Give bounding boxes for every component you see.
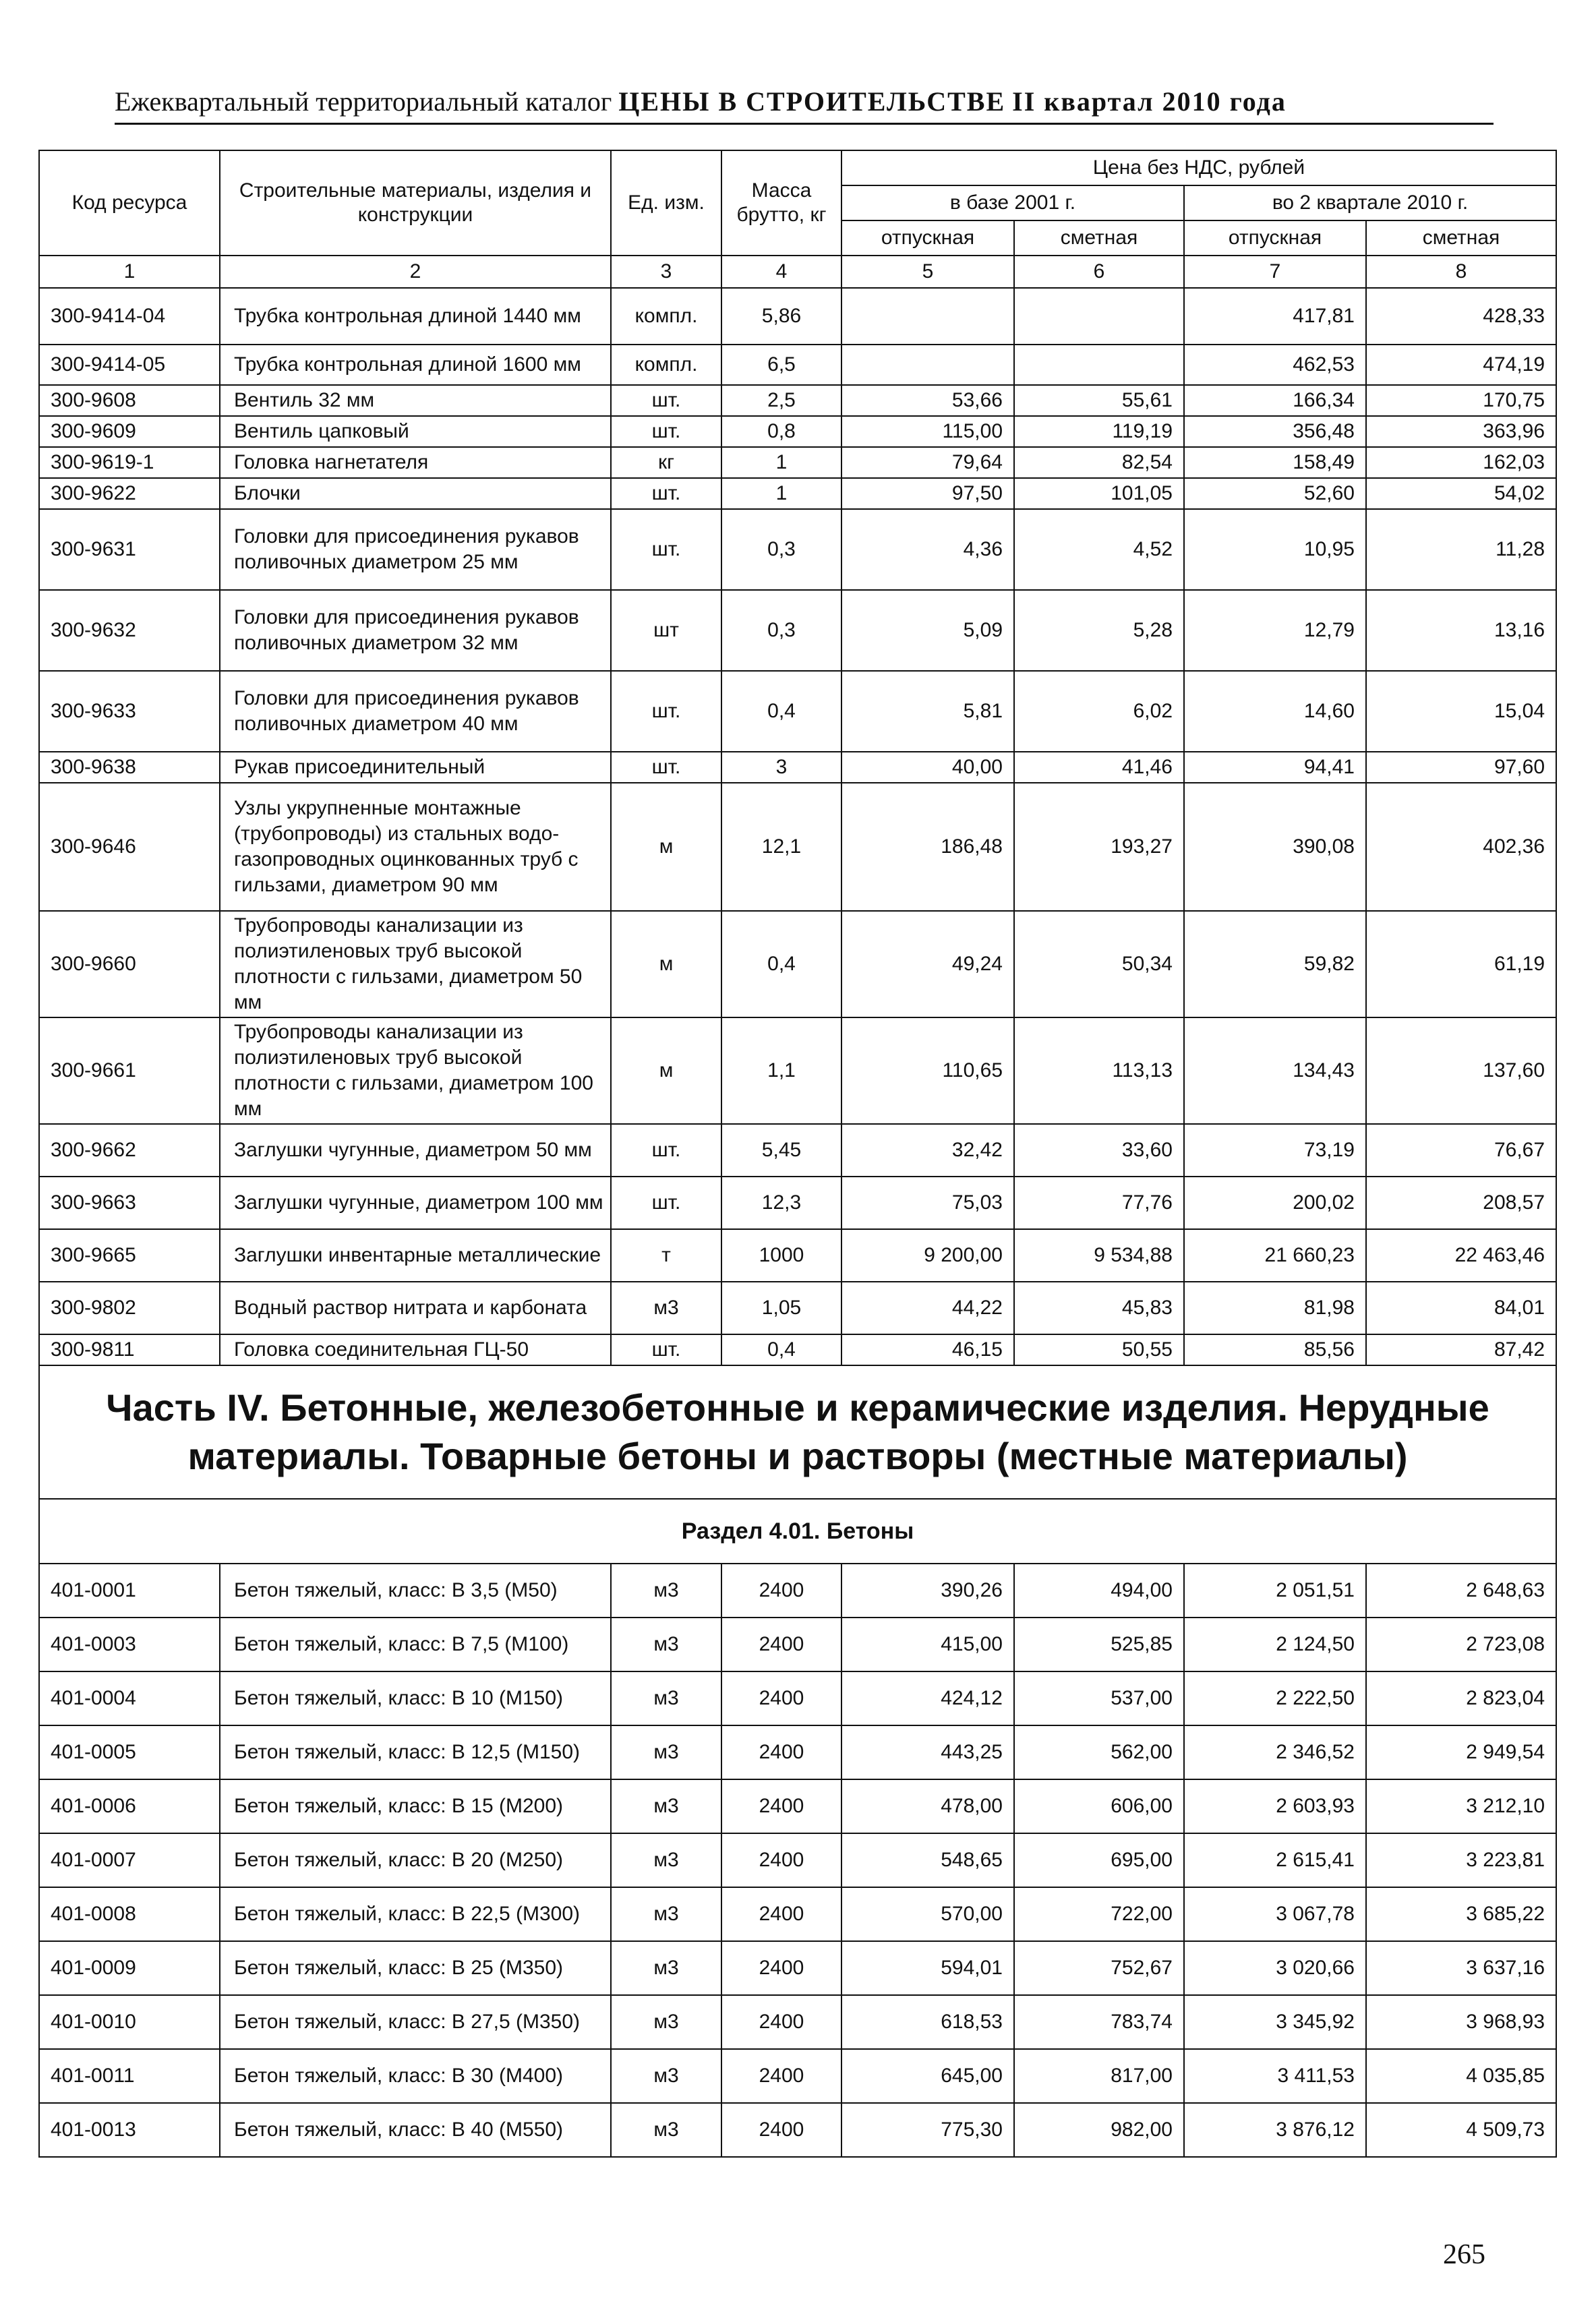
- base-estimate-price-cell: 45,83: [1014, 1282, 1184, 1334]
- table-row: [39, 509, 1556, 590]
- unit-cell: шт: [611, 590, 721, 671]
- base-release-price-cell: 570,00: [841, 1887, 1014, 1941]
- base-release-price-cell: [841, 288, 1014, 345]
- table-row: [39, 1124, 1556, 1177]
- material-name-cell: Вентиль 32 мм: [220, 385, 611, 416]
- table-row: [39, 1725, 1556, 1779]
- current-release-price-cell: 81,98: [1184, 1282, 1366, 1334]
- material-name-cell: Трубка контрольная длиной 1440 мм: [220, 288, 611, 345]
- mass-cell: 1,1: [721, 1017, 841, 1124]
- base-release-price-cell: 53,66: [841, 385, 1014, 416]
- current-release-price-cell: 2 124,50: [1184, 1618, 1366, 1671]
- current-release-price-cell: 3 345,92: [1184, 1995, 1366, 2049]
- current-estimate-price-cell: 87,42: [1366, 1334, 1556, 1365]
- base-estimate-price-cell: 50,34: [1014, 911, 1184, 1017]
- resource-code-cell: 300-9631: [39, 509, 220, 590]
- unit-cell: м3: [611, 1833, 721, 1887]
- unit-cell: шт.: [611, 1177, 721, 1229]
- current-release-price-cell: 356,48: [1184, 416, 1366, 447]
- resource-code-cell: 300-9660: [39, 911, 220, 1017]
- material-name-cell: Водный раствор нитрата и карбоната: [220, 1282, 611, 1334]
- mass-cell: 2400: [721, 1833, 841, 1887]
- unit-cell: шт.: [611, 671, 721, 752]
- header-catalog-title: ЦЕНЫ В СТРОИТЕЛЬСТВЕ: [618, 86, 1006, 117]
- unit-cell: шт.: [611, 385, 721, 416]
- base-release-price-cell: 97,50: [841, 478, 1014, 509]
- unit-cell: компл.: [611, 345, 721, 385]
- table-row: [39, 911, 1556, 1017]
- material-name-cell: Блочки: [220, 478, 611, 509]
- material-name-cell: Рукав присоединительный: [220, 752, 611, 783]
- column-number: 8: [1366, 256, 1556, 288]
- mass-cell: 1: [721, 447, 841, 478]
- table-row: [39, 385, 1556, 416]
- unit-cell: шт.: [611, 1334, 721, 1365]
- resource-code-cell: 300-9619-1: [39, 447, 220, 478]
- resource-code-cell: 300-9414-04: [39, 288, 220, 345]
- resource-code-cell: 401-0003: [39, 1618, 220, 1671]
- material-name-cell: Головка нагнетателя: [220, 447, 611, 478]
- header-name: Строительные материалы, изделия и конструкции: [220, 150, 611, 256]
- header-mass: Масса брутто, кг: [721, 150, 841, 256]
- base-estimate-price-cell: 606,00: [1014, 1779, 1184, 1833]
- table-row: [39, 1833, 1556, 1887]
- resource-code-cell: 300-9608: [39, 385, 220, 416]
- price-table: [38, 150, 1557, 2158]
- mass-cell: 3: [721, 752, 841, 783]
- current-estimate-price-cell: 3 968,93: [1366, 1995, 1556, 2049]
- unit-cell: м3: [611, 1887, 721, 1941]
- material-name-cell: Бетон тяжелый, класс: В 12,5 (М150): [220, 1725, 611, 1779]
- material-name-cell: Бетон тяжелый, класс: В 10 (М150): [220, 1671, 611, 1725]
- current-estimate-price-cell: 22 463,46: [1366, 1229, 1556, 1282]
- current-estimate-price-cell: 76,67: [1366, 1124, 1556, 1177]
- current-release-price-cell: 3 020,66: [1184, 1941, 1366, 1995]
- base-estimate-price-cell: 695,00: [1014, 1833, 1184, 1887]
- page-header: [115, 81, 1494, 125]
- table-row: [39, 416, 1556, 447]
- table-row: [39, 1618, 1556, 1671]
- material-name-cell: Трубопроводы канализации из полиэтиленовых труб высокой плотности с гильзами, диаметром 50 мм: [220, 911, 611, 1017]
- current-release-price-cell: 2 615,41: [1184, 1833, 1366, 1887]
- current-estimate-price-cell: 11,28: [1366, 509, 1556, 590]
- material-name-cell: Бетон тяжелый, класс: В 25 (М350): [220, 1941, 611, 1995]
- table-row: [39, 288, 1556, 345]
- mass-cell: 2400: [721, 2049, 841, 2103]
- base-estimate-price-cell: 537,00: [1014, 1671, 1184, 1725]
- current-release-price-cell: 166,34: [1184, 385, 1366, 416]
- unit-cell: м3: [611, 1564, 721, 1618]
- mass-cell: 2400: [721, 2103, 841, 2157]
- material-name-cell: Заглушки чугунные, диаметром 50 мм: [220, 1124, 611, 1177]
- material-name-cell: Заглушки инвентарные металлические: [220, 1229, 611, 1282]
- base-estimate-price-cell: 113,13: [1014, 1017, 1184, 1124]
- header-period: II квартал 2010 года: [1012, 86, 1287, 117]
- current-estimate-price-cell: 162,03: [1366, 447, 1556, 478]
- base-release-price-cell: 110,65: [841, 1017, 1014, 1124]
- resource-code-cell: 300-9811: [39, 1334, 220, 1365]
- table-row: [39, 2103, 1556, 2157]
- resource-code-cell: 300-9414-05: [39, 345, 220, 385]
- table-row: [39, 752, 1556, 783]
- base-release-price-cell: 775,30: [841, 2103, 1014, 2157]
- current-estimate-price-cell: 170,75: [1366, 385, 1556, 416]
- column-number: 1: [39, 256, 220, 288]
- current-release-price-cell: 200,02: [1184, 1177, 1366, 1229]
- table-row: [39, 1995, 1556, 2049]
- table-row: [39, 1779, 1556, 1833]
- column-number: 6: [1014, 256, 1184, 288]
- current-release-price-cell: 14,60: [1184, 671, 1366, 752]
- base-release-price-cell: [841, 345, 1014, 385]
- page-number: 265: [1443, 2239, 1485, 2270]
- base-estimate-price-cell: 50,55: [1014, 1334, 1184, 1365]
- current-estimate-price-cell: 13,16: [1366, 590, 1556, 671]
- column-number: 4: [721, 256, 841, 288]
- current-estimate-price-cell: 3 637,16: [1366, 1941, 1556, 1995]
- mass-cell: 0,4: [721, 671, 841, 752]
- current-release-price-cell: 3 067,78: [1184, 1887, 1366, 1941]
- table-row: [39, 1334, 1556, 1365]
- column-numbers-row: [39, 256, 1556, 288]
- current-release-price-cell: 73,19: [1184, 1124, 1366, 1177]
- material-name-cell: Головка соединительная ГЦ-50: [220, 1334, 611, 1365]
- table-row: [39, 671, 1556, 752]
- base-release-price-cell: 9 200,00: [841, 1229, 1014, 1282]
- current-release-price-cell: 94,41: [1184, 752, 1366, 783]
- mass-cell: 0,4: [721, 911, 841, 1017]
- base-release-price-cell: 618,53: [841, 1995, 1014, 2049]
- current-estimate-price-cell: 54,02: [1366, 478, 1556, 509]
- current-release-price-cell: 3 876,12: [1184, 2103, 1366, 2157]
- concrete-rows: [39, 1564, 1556, 2157]
- base-release-price-cell: 79,64: [841, 447, 1014, 478]
- resource-code-cell: 300-9665: [39, 1229, 220, 1282]
- part-title-row: [39, 1365, 1556, 1499]
- base-estimate-price-cell: 982,00: [1014, 2103, 1184, 2157]
- unit-cell: м3: [611, 1618, 721, 1671]
- material-name-cell: Бетон тяжелый, класс: В 40 (М550): [220, 2103, 611, 2157]
- mass-cell: 0,3: [721, 590, 841, 671]
- resource-code-cell: 401-0006: [39, 1779, 220, 1833]
- table-row: [39, 1564, 1556, 1618]
- material-name-cell: Бетон тяжелый, класс: В 7,5 (М100): [220, 1618, 611, 1671]
- base-release-price-cell: 478,00: [841, 1779, 1014, 1833]
- unit-cell: кг: [611, 447, 721, 478]
- mass-cell: 5,86: [721, 288, 841, 345]
- unit-cell: м3: [611, 1282, 721, 1334]
- header-base-release: отпускная: [841, 220, 1014, 256]
- current-release-price-cell: 52,60: [1184, 478, 1366, 509]
- table-row: [39, 447, 1556, 478]
- unit-cell: шт.: [611, 478, 721, 509]
- column-number: 3: [611, 256, 721, 288]
- current-estimate-price-cell: 61,19: [1366, 911, 1556, 1017]
- current-estimate-price-cell: 474,19: [1366, 345, 1556, 385]
- current-estimate-price-cell: 4 035,85: [1366, 2049, 1556, 2103]
- table-row: [39, 783, 1556, 911]
- mass-cell: 12,1: [721, 783, 841, 911]
- current-estimate-price-cell: 3 212,10: [1366, 1779, 1556, 1833]
- resource-code-cell: 300-9646: [39, 783, 220, 911]
- material-name-cell: Трубка контрольная длиной 1600 мм: [220, 345, 611, 385]
- base-release-price-cell: 44,22: [841, 1282, 1014, 1334]
- unit-cell: м3: [611, 1671, 721, 1725]
- base-estimate-price-cell: 5,28: [1014, 590, 1184, 671]
- mass-cell: 0,4: [721, 1334, 841, 1365]
- unit-cell: м: [611, 783, 721, 911]
- resource-code-cell: 300-9662: [39, 1124, 220, 1177]
- base-estimate-price-cell: 82,54: [1014, 447, 1184, 478]
- current-release-price-cell: 134,43: [1184, 1017, 1366, 1124]
- base-estimate-price-cell: 119,19: [1014, 416, 1184, 447]
- current-release-price-cell: 462,53: [1184, 345, 1366, 385]
- resource-code-cell: 401-0001: [39, 1564, 220, 1618]
- current-estimate-price-cell: 208,57: [1366, 1177, 1556, 1229]
- resource-code-cell: 401-0008: [39, 1887, 220, 1941]
- material-name-cell: Головки для присоединения рукавов поливочных диаметром 40 мм: [220, 671, 611, 752]
- base-release-price-cell: 424,12: [841, 1671, 1014, 1725]
- current-estimate-price-cell: 2 723,08: [1366, 1618, 1556, 1671]
- current-estimate-price-cell: 4 509,73: [1366, 2103, 1556, 2157]
- base-estimate-price-cell: [1014, 288, 1184, 345]
- unit-cell: шт.: [611, 1124, 721, 1177]
- header-code: Код ресурса: [39, 150, 220, 256]
- current-release-price-cell: 417,81: [1184, 288, 1366, 345]
- unit-cell: шт.: [611, 416, 721, 447]
- current-estimate-price-cell: 84,01: [1366, 1282, 1556, 1334]
- table-row: [39, 1282, 1556, 1334]
- unit-cell: м3: [611, 1725, 721, 1779]
- resource-code-cell: 300-9632: [39, 590, 220, 671]
- current-release-price-cell: 3 411,53: [1184, 2049, 1366, 2103]
- material-name-cell: Вентиль цапковый: [220, 416, 611, 447]
- current-release-price-cell: 158,49: [1184, 447, 1366, 478]
- header-price: Цена без НДС, рублей: [841, 150, 1556, 185]
- resource-code-cell: 300-9802: [39, 1282, 220, 1334]
- unit-cell: т: [611, 1229, 721, 1282]
- current-release-price-cell: 2 346,52: [1184, 1725, 1366, 1779]
- base-release-price-cell: 594,01: [841, 1941, 1014, 1995]
- base-estimate-price-cell: 783,74: [1014, 1995, 1184, 2049]
- current-release-price-cell: 12,79: [1184, 590, 1366, 671]
- current-release-price-cell: 59,82: [1184, 911, 1366, 1017]
- material-name-cell: Бетон тяжелый, класс: В 22,5 (М300): [220, 1887, 611, 1941]
- table-row: [39, 2049, 1556, 2103]
- part-title: Часть IV. Бетонные, железобетонные и керамические изделия. Нерудные материалы. Товарные бетоны и растворы (местные материалы): [39, 1365, 1556, 1499]
- base-estimate-price-cell: 4,52: [1014, 509, 1184, 590]
- mass-cell: 2400: [721, 1618, 841, 1671]
- unit-cell: м: [611, 1017, 721, 1124]
- resource-code-cell: 300-9633: [39, 671, 220, 752]
- mass-cell: 2400: [721, 1887, 841, 1941]
- header-unit: Ед. изм.: [611, 150, 721, 256]
- table-row: [39, 478, 1556, 509]
- current-release-price-cell: 390,08: [1184, 783, 1366, 911]
- resource-code-cell: 300-9663: [39, 1177, 220, 1229]
- base-release-price-cell: 645,00: [841, 2049, 1014, 2103]
- mass-cell: 2400: [721, 1779, 841, 1833]
- mass-cell: 2,5: [721, 385, 841, 416]
- mass-cell: 2400: [721, 1564, 841, 1618]
- mass-cell: 2400: [721, 1941, 841, 1995]
- header-current-release: отпускная: [1184, 220, 1366, 256]
- current-release-price-cell: 10,95: [1184, 509, 1366, 590]
- base-estimate-price-cell: 41,46: [1014, 752, 1184, 783]
- section-title: Раздел 4.01. Бетоны: [39, 1499, 1556, 1564]
- base-estimate-price-cell: 562,00: [1014, 1725, 1184, 1779]
- table-row: [39, 1671, 1556, 1725]
- column-number: 2: [220, 256, 611, 288]
- resource-code-cell: 401-0011: [39, 2049, 220, 2103]
- material-name-cell: Бетон тяжелый, класс: В 27,5 (М350): [220, 1995, 611, 2049]
- resource-code-cell: 300-9609: [39, 416, 220, 447]
- current-estimate-price-cell: 97,60: [1366, 752, 1556, 783]
- base-release-price-cell: 443,25: [841, 1725, 1014, 1779]
- column-number: 5: [841, 256, 1014, 288]
- base-estimate-price-cell: 722,00: [1014, 1887, 1184, 1941]
- base-estimate-price-cell: 101,05: [1014, 478, 1184, 509]
- table-row: [39, 1017, 1556, 1124]
- base-estimate-price-cell: 752,67: [1014, 1941, 1184, 1995]
- mass-cell: 1: [721, 478, 841, 509]
- resource-code-cell: 401-0005: [39, 1725, 220, 1779]
- mass-cell: 2400: [721, 1671, 841, 1725]
- unit-cell: шт.: [611, 752, 721, 783]
- base-release-price-cell: 4,36: [841, 509, 1014, 590]
- base-release-price-cell: 49,24: [841, 911, 1014, 1017]
- header-q2-2010: во 2 квартале 2010 г.: [1184, 185, 1556, 220]
- unit-cell: м3: [611, 2103, 721, 2157]
- table-row: [39, 1941, 1556, 1995]
- mass-cell: 0,3: [721, 509, 841, 590]
- base-estimate-price-cell: 525,85: [1014, 1618, 1184, 1671]
- resource-code-cell: 300-9638: [39, 752, 220, 783]
- current-release-price-cell: 2 603,93: [1184, 1779, 1366, 1833]
- material-name-cell: Бетон тяжелый, класс: В 15 (М200): [220, 1779, 611, 1833]
- table-row: [39, 590, 1556, 671]
- base-estimate-price-cell: 6,02: [1014, 671, 1184, 752]
- base-release-price-cell: 40,00: [841, 752, 1014, 783]
- material-name-cell: Головки для присоединения рукавов поливочных диаметром 32 мм: [220, 590, 611, 671]
- header-base-2001: в базе 2001 г.: [841, 185, 1184, 220]
- material-name-cell: Трубопроводы канализации из полиэтиленовых труб высокой плотности с гильзами, диаметром 100 мм: [220, 1017, 611, 1124]
- base-estimate-price-cell: [1014, 345, 1184, 385]
- table-row: [39, 345, 1556, 385]
- material-name-cell: Бетон тяжелый, класс: В 20 (М250): [220, 1833, 611, 1887]
- unit-cell: шт.: [611, 509, 721, 590]
- resource-code-cell: 401-0010: [39, 1995, 220, 2049]
- unit-cell: м3: [611, 1995, 721, 2049]
- unit-cell: м3: [611, 2049, 721, 2103]
- mass-cell: 6,5: [721, 345, 841, 385]
- resource-code-cell: 300-9622: [39, 478, 220, 509]
- current-release-price-cell: 85,56: [1184, 1334, 1366, 1365]
- base-release-price-cell: 46,15: [841, 1334, 1014, 1365]
- current-release-price-cell: 2 051,51: [1184, 1564, 1366, 1618]
- mass-cell: 0,8: [721, 416, 841, 447]
- base-release-price-cell: 5,81: [841, 671, 1014, 752]
- header-current-estimate: сметная: [1366, 220, 1556, 256]
- base-release-price-cell: 5,09: [841, 590, 1014, 671]
- base-estimate-price-cell: 77,76: [1014, 1177, 1184, 1229]
- current-estimate-price-cell: 363,96: [1366, 416, 1556, 447]
- current-estimate-price-cell: 2 949,54: [1366, 1725, 1556, 1779]
- unit-cell: м3: [611, 1941, 721, 1995]
- base-release-price-cell: 548,65: [841, 1833, 1014, 1887]
- resource-code-cell: 401-0013: [39, 2103, 220, 2157]
- base-estimate-price-cell: 494,00: [1014, 1564, 1184, 1618]
- base-estimate-price-cell: 9 534,88: [1014, 1229, 1184, 1282]
- current-estimate-price-cell: 2 823,04: [1366, 1671, 1556, 1725]
- base-estimate-price-cell: 817,00: [1014, 2049, 1184, 2103]
- material-name-cell: Заглушки чугунные, диаметром 100 мм: [220, 1177, 611, 1229]
- resource-code-cell: 401-0007: [39, 1833, 220, 1887]
- unit-cell: м: [611, 911, 721, 1017]
- unit-cell: м3: [611, 1779, 721, 1833]
- base-release-price-cell: 186,48: [841, 783, 1014, 911]
- table-row: [39, 1229, 1556, 1282]
- resource-code-cell: 401-0009: [39, 1941, 220, 1995]
- current-release-price-cell: 21 660,23: [1184, 1229, 1366, 1282]
- mass-cell: 1,05: [721, 1282, 841, 1334]
- resource-code-cell: 300-9661: [39, 1017, 220, 1124]
- current-estimate-price-cell: 428,33: [1366, 288, 1556, 345]
- current-release-price-cell: 2 222,50: [1184, 1671, 1366, 1725]
- base-estimate-price-cell: 33,60: [1014, 1124, 1184, 1177]
- base-release-price-cell: 415,00: [841, 1618, 1014, 1671]
- base-release-price-cell: 115,00: [841, 416, 1014, 447]
- material-name-cell: Бетон тяжелый, класс: В 30 (М400): [220, 2049, 611, 2103]
- current-estimate-price-cell: 137,60: [1366, 1017, 1556, 1124]
- material-name-cell: Головки для присоединения рукавов поливочных диаметром 25 мм: [220, 509, 611, 590]
- materials-rows: [39, 288, 1556, 1365]
- header-base-estimate: сметная: [1014, 220, 1184, 256]
- mass-cell: 1000: [721, 1229, 841, 1282]
- current-estimate-price-cell: 2 648,63: [1366, 1564, 1556, 1618]
- mass-cell: 12,3: [721, 1177, 841, 1229]
- header-catalog-prefix: Ежеквартальный территориальный каталог: [115, 86, 612, 117]
- base-estimate-price-cell: 193,27: [1014, 783, 1184, 911]
- current-estimate-price-cell: 402,36: [1366, 783, 1556, 911]
- resource-code-cell: 401-0004: [39, 1671, 220, 1725]
- current-estimate-price-cell: 15,04: [1366, 671, 1556, 752]
- column-number: 7: [1184, 256, 1366, 288]
- base-estimate-price-cell: 55,61: [1014, 385, 1184, 416]
- section-title-row: [39, 1499, 1556, 1564]
- current-estimate-price-cell: 3 223,81: [1366, 1833, 1556, 1887]
- table-row: [39, 1887, 1556, 1941]
- base-release-price-cell: 32,42: [841, 1124, 1014, 1177]
- base-release-price-cell: 390,26: [841, 1564, 1014, 1618]
- mass-cell: 2400: [721, 1725, 841, 1779]
- current-estimate-price-cell: 3 685,22: [1366, 1887, 1556, 1941]
- material-name-cell: Бетон тяжелый, класс: В 3,5 (М50): [220, 1564, 611, 1618]
- mass-cell: 2400: [721, 1995, 841, 2049]
- table-row: [39, 1177, 1556, 1229]
- mass-cell: 5,45: [721, 1124, 841, 1177]
- unit-cell: компл.: [611, 288, 721, 345]
- material-name-cell: Узлы укрупненные монтажные (трубопроводы) из стальных водо-газопроводных оцинкованных труб с гильзами, диаметром 90 мм: [220, 783, 611, 911]
- base-release-price-cell: 75,03: [841, 1177, 1014, 1229]
